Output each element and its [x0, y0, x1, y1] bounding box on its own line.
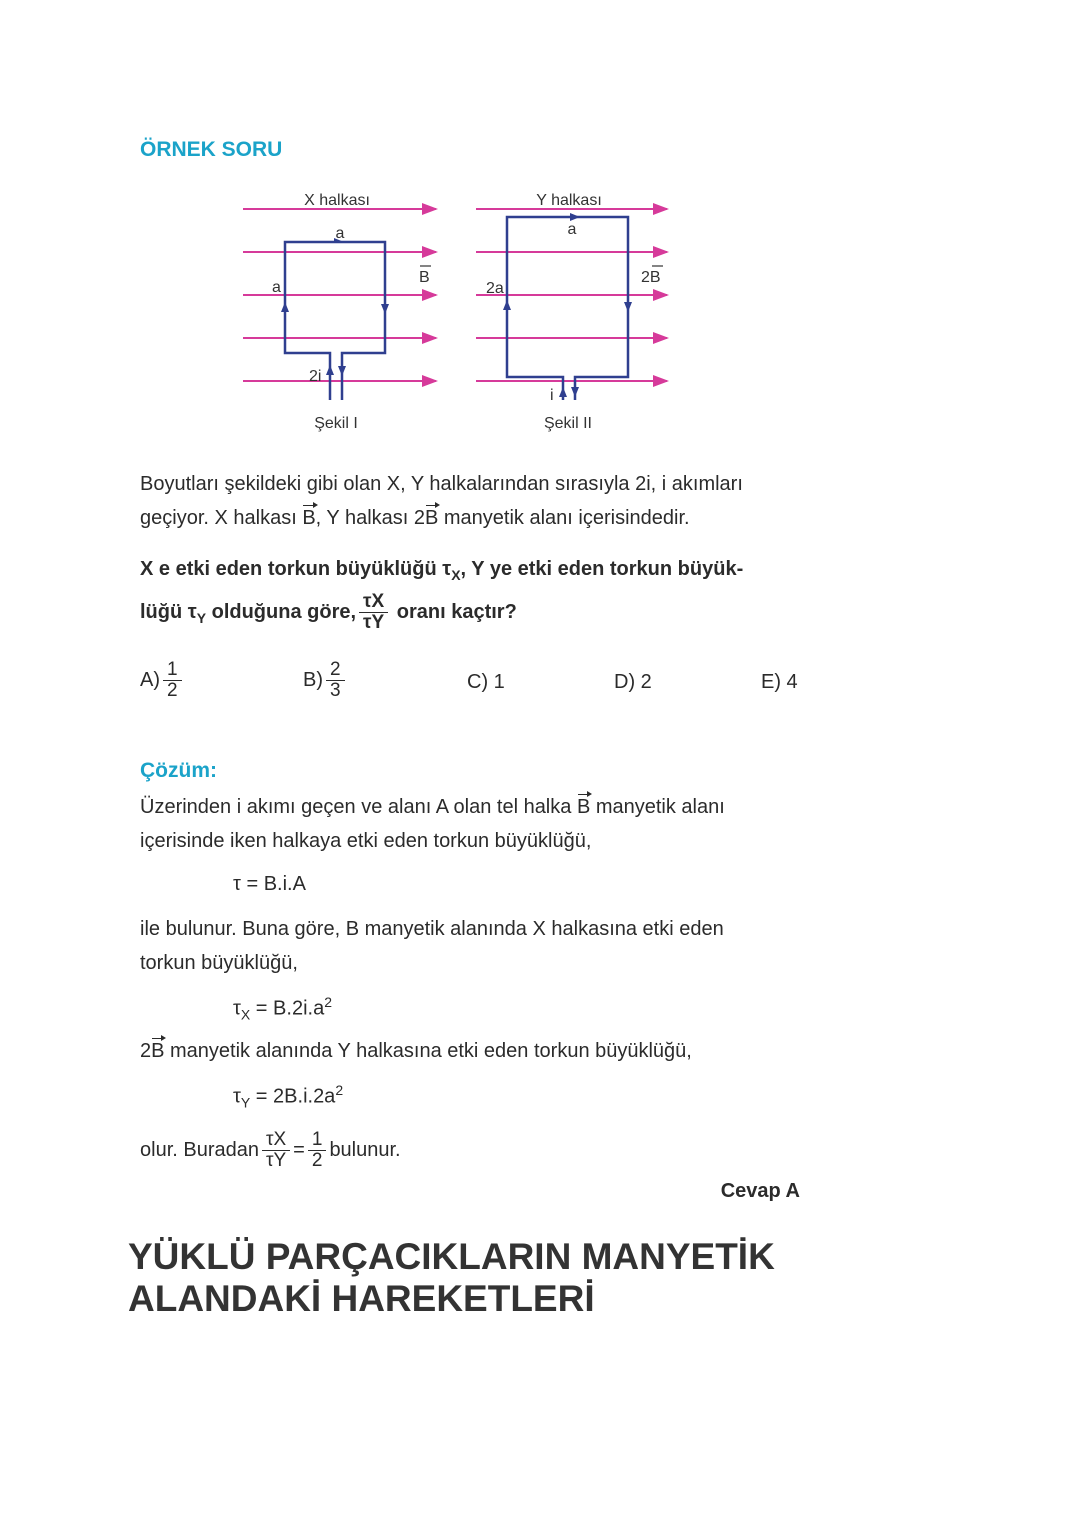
solution-result-line	[140, 1130, 401, 1171]
text: manyetik alanı	[590, 796, 725, 818]
figure-2-caption: Şekil II	[543, 415, 593, 432]
text: olur. Buradan	[140, 1138, 259, 1161]
question-bold-line-2	[140, 592, 517, 633]
text: 2	[140, 1040, 152, 1062]
superscript: 2	[335, 1082, 344, 1098]
vector-b: B	[576, 796, 591, 818]
option-label: A)	[140, 668, 160, 691]
numerator: 1	[308, 1130, 327, 1151]
denominator: 3	[330, 680, 341, 701]
text: manyetik alanı içerisindedir.	[438, 507, 690, 529]
x-top-side-label: a	[335, 225, 345, 242]
y-left-side-label: 2a	[486, 280, 504, 297]
current-arrows-x	[281, 238, 389, 376]
question-line-1: Boyutları şekildeki gibi olan X, Y halkalarından sırasıyla 2i, i akımları	[140, 473, 743, 495]
text: τ	[233, 997, 241, 1020]
text: bulunur.	[329, 1138, 401, 1161]
text: lüğü τ	[140, 600, 197, 623]
y-current-label: i	[550, 387, 554, 404]
y-loop-title: Y halkası	[536, 192, 602, 209]
text: X e etki eden torkun büyüklüğü τ	[140, 558, 452, 580]
question-line-2	[140, 507, 690, 530]
solution-heading: Çözüm:	[140, 759, 217, 782]
magnetic-loop-figure	[0, 0, 1080, 450]
loop-y	[507, 217, 628, 400]
subscript: X	[240, 1006, 251, 1023]
section-title	[128, 1236, 775, 1320]
section-title-line-1: YÜKLÜ PARÇACIKLARIN MANYETİK	[128, 1236, 775, 1277]
numerator: 1	[163, 660, 182, 681]
numerator: τX	[359, 592, 388, 613]
text: manyetik alanında Y halkasına etki eden torkun büyüklüğü,	[164, 1040, 692, 1062]
option-c[interactable]: C) 1	[467, 671, 505, 693]
text: oranı kaçtır?	[391, 600, 517, 623]
torque-x-formula	[233, 994, 332, 1023]
x-loop-title: X halkası	[304, 192, 370, 209]
equals: =	[293, 1138, 305, 1161]
option-label: B)	[303, 668, 323, 691]
torque-formula: τ = B.i.A	[233, 873, 306, 895]
text: τ	[233, 1085, 241, 1108]
solution-line-1	[140, 796, 725, 819]
answer-label: Cevap A	[720, 1180, 800, 1202]
denominator: τY	[363, 612, 385, 633]
numerator: τX	[262, 1130, 290, 1151]
option-e[interactable]: E) 4	[761, 671, 798, 693]
x-field-label: B	[419, 269, 430, 286]
text: Üzerinden i akımı geçen ve alanı A olan tel halka	[140, 796, 577, 818]
loop-x	[285, 242, 385, 400]
solution-line-5	[140, 1040, 692, 1063]
x-current-label: 2i	[309, 368, 322, 385]
text: = 2B.i.2a	[250, 1085, 336, 1108]
numerator: 2	[326, 660, 345, 681]
subscript: X	[451, 567, 461, 583]
torque-y-formula	[233, 1082, 343, 1111]
text: , Y ye etki eden torkun büyük-	[460, 558, 744, 580]
text: , Y halkası 2	[315, 507, 425, 529]
current-arrows-y	[503, 213, 632, 397]
solution-line-2: içerisinde iken halkaya etki eden torkun büyüklüğü,	[140, 830, 592, 852]
text: = B.2i.a	[250, 997, 325, 1020]
figure-1-caption: Şekil I	[314, 415, 358, 432]
subscript: Y	[196, 609, 207, 626]
denominator: 2	[167, 680, 178, 701]
example-heading: ÖRNEK SORU	[140, 138, 283, 161]
torque-ratio	[359, 592, 388, 633]
y-field-label: 2B	[641, 269, 661, 286]
text: geçiyor. X halkası	[140, 507, 303, 529]
option-a[interactable]	[140, 660, 185, 701]
superscript: 2	[324, 994, 332, 1010]
option-d[interactable]: D) 2	[614, 671, 652, 693]
y-top-side-label: a	[567, 221, 577, 238]
vector-b: B	[425, 507, 439, 529]
vector-b: B	[151, 1040, 165, 1062]
denominator: 2	[311, 1150, 323, 1171]
question-bold-line-1	[140, 558, 743, 583]
text: olduğuna göre,	[206, 600, 357, 623]
denominator: τY	[265, 1150, 287, 1171]
option-b[interactable]	[303, 660, 348, 701]
subscript: Y	[240, 1094, 251, 1111]
solution-line-3: ile bulunur. Buna göre, B manyetik alanında X halkasına etki eden	[140, 918, 724, 940]
x-left-side-label: a	[272, 279, 281, 296]
solution-line-4: torkun büyüklüğü,	[140, 952, 298, 974]
vector-b: B	[302, 507, 316, 529]
section-title-line-2: ALANDAKİ HAREKETLERİ	[128, 1278, 595, 1319]
